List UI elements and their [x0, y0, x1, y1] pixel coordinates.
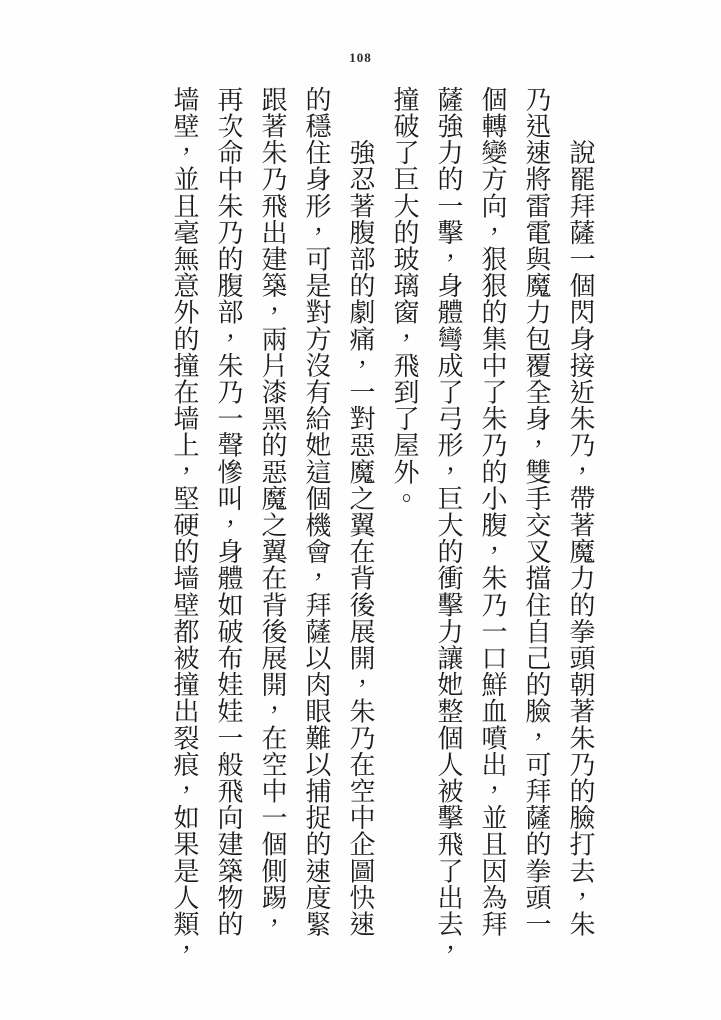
body-text-block [162, 86, 602, 964]
text-column: 薩強力的一擊，身體彎成了弓形，巨大的衝擊力讓她整個人被擊飛了出去， [434, 86, 463, 964]
text-column: 說罷拜薩一個閃身接近朱乃，帶著魔力的拳頭朝著朱乃的臉打去，朱 [566, 86, 595, 938]
text-column: 再次命中朱乃的腹部，朱乃一聲慘叫，身體如破布娃娃一般飛向建築物的 [214, 86, 243, 938]
text-column: 墙壁，並且毫無意外的撞在墙上，堅硬的墙壁都被撞出裂痕，如果是人類， [170, 86, 199, 964]
page-number: 108 [349, 50, 372, 65]
text-column: 個轉變方向，狠狠的集中了朱乃的小腹，朱乃一口鮮血噴出，並且因為拜 [478, 86, 507, 938]
text-column: 乃迅速將雷電與魔力包覆全身，雙手交叉擋住自己的臉，可拜薩的拳頭一 [522, 86, 551, 938]
text-column: 跟著朱乃飛出建築，兩片漆黑的惡魔之翼在背後展開，在空中一個側踢， [258, 86, 287, 938]
text-column: 的穩住身形，可是對方沒有給她這個機會，拜薩以肉眼難以捕捉的速度緊 [302, 86, 331, 938]
text-column: 強忍著腹部的劇痛，一對惡魔之翼在背後展開，朱乃在空中企圖快速 [346, 86, 375, 938]
text-column: 撞破了巨大的玻璃窗，飛到了屋外。 [390, 86, 419, 512]
